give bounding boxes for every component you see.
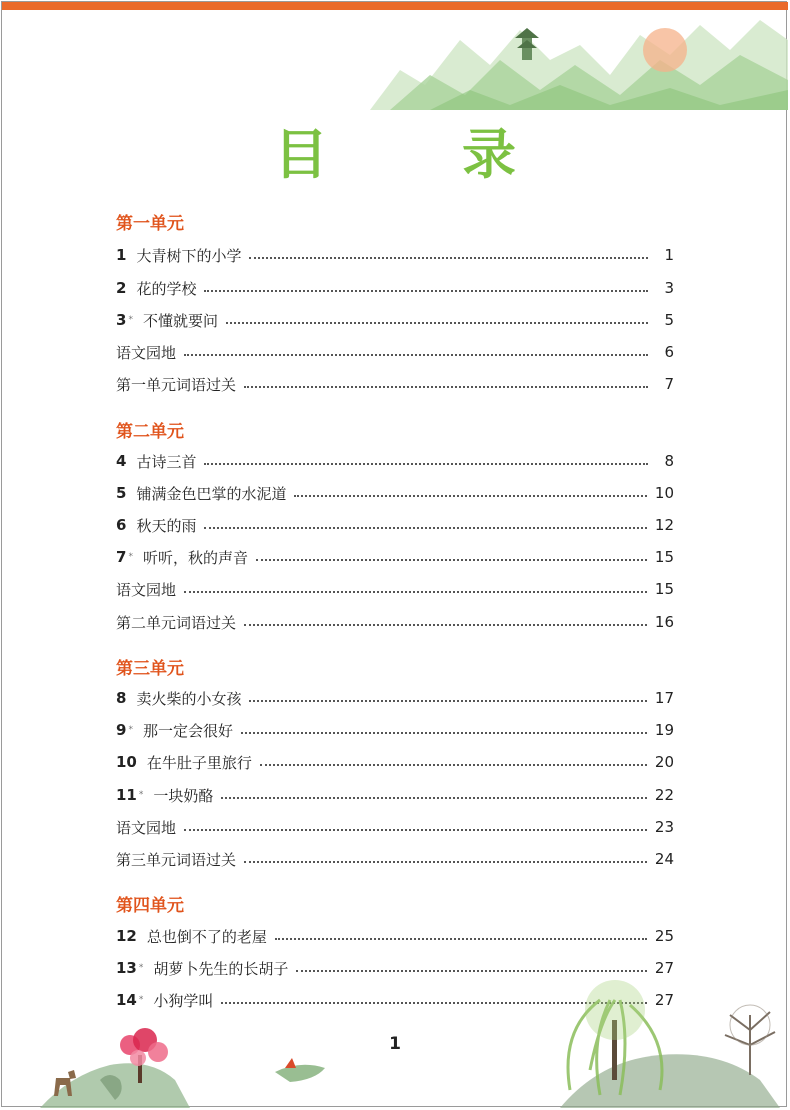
leader-dots bbox=[204, 463, 648, 465]
lesson-title: 小狗学叫 bbox=[153, 991, 214, 1010]
leader-dots bbox=[256, 559, 647, 561]
toc-entry[interactable] bbox=[116, 340, 674, 364]
lesson-title: 语文园地 bbox=[116, 818, 177, 837]
toc-entry[interactable] bbox=[116, 449, 674, 473]
leader-dots bbox=[226, 322, 648, 324]
unit-heading: 第二单元 bbox=[116, 422, 184, 442]
lesson-title: 大青树下的小学 bbox=[136, 246, 242, 265]
optional-mark: * bbox=[138, 790, 144, 800]
lesson-title: 一块奶酪 bbox=[153, 786, 214, 805]
leader-dots bbox=[184, 591, 647, 593]
leader-dots bbox=[221, 1002, 647, 1004]
lesson-title: 第一单元词语过关 bbox=[116, 375, 237, 394]
toc-entry[interactable] bbox=[116, 577, 674, 601]
page-ref: 17 bbox=[654, 689, 674, 707]
leader-dots bbox=[184, 829, 647, 831]
lesson-title: 那一定会很好 bbox=[142, 721, 233, 740]
lesson-title: 总也倒不了的老屋 bbox=[146, 927, 267, 946]
page-ref: 20 bbox=[654, 753, 674, 771]
page-ref: 15 bbox=[654, 548, 674, 566]
lesson-title: 语文园地 bbox=[116, 580, 177, 599]
leader-dots bbox=[244, 624, 647, 626]
lesson-title: 第三单元词语过关 bbox=[116, 850, 237, 869]
unit-heading: 第一单元 bbox=[116, 214, 184, 234]
page-ref: 19 bbox=[654, 721, 674, 739]
page-ref: 24 bbox=[654, 850, 674, 868]
lesson-title: 秋天的雨 bbox=[136, 516, 197, 535]
page-ref: 6 bbox=[664, 343, 674, 361]
page-ref: 5 bbox=[664, 311, 674, 329]
lesson-number: 11 bbox=[116, 786, 137, 804]
lesson-title: 不懂就要问 bbox=[142, 311, 218, 330]
leader-dots bbox=[204, 290, 648, 292]
lesson-title: 古诗三首 bbox=[136, 452, 197, 471]
toc-entry[interactable] bbox=[116, 847, 674, 871]
lesson-title: 铺满金色巴掌的水泥道 bbox=[136, 484, 287, 503]
optional-mark: * bbox=[128, 552, 133, 562]
toc-entry[interactable] bbox=[116, 513, 674, 537]
page-ref: 1 bbox=[664, 246, 674, 264]
page-ref: 27 bbox=[654, 959, 674, 977]
leader-dots bbox=[260, 764, 647, 766]
lesson-number: 7 bbox=[116, 548, 127, 566]
page-ref: 22 bbox=[654, 786, 674, 804]
toc-entry[interactable] bbox=[116, 481, 674, 505]
toc-entry[interactable] bbox=[116, 276, 674, 300]
leader-dots bbox=[244, 861, 647, 863]
leader-dots bbox=[204, 527, 646, 529]
leader-dots bbox=[296, 970, 647, 972]
page-ref: 27 bbox=[654, 991, 674, 1009]
page-ref: 23 bbox=[654, 818, 674, 836]
leader-dots bbox=[244, 386, 648, 388]
leader-dots bbox=[294, 495, 646, 497]
lesson-number: 2 bbox=[116, 279, 127, 297]
toc-entry[interactable] bbox=[116, 243, 674, 267]
leader-dots bbox=[249, 700, 646, 702]
page-number: 1 bbox=[389, 1034, 401, 1054]
toc-entry[interactable] bbox=[116, 783, 674, 807]
page-ref: 7 bbox=[664, 375, 674, 393]
lesson-number: 5 bbox=[116, 484, 127, 502]
toc-entry[interactable] bbox=[116, 815, 674, 839]
unit-heading: 第三单元 bbox=[116, 659, 184, 679]
toc-entry[interactable] bbox=[116, 956, 674, 980]
leader-dots bbox=[249, 257, 648, 259]
mountain-landscape-illustration bbox=[370, 10, 788, 110]
lesson-number: 8 bbox=[116, 689, 127, 707]
optional-mark: * bbox=[128, 315, 133, 325]
toc-entry[interactable] bbox=[116, 610, 674, 634]
leader-dots bbox=[221, 797, 647, 799]
lesson-number: 12 bbox=[116, 927, 137, 945]
toc-entry[interactable] bbox=[116, 686, 674, 710]
page-title: 目 录 bbox=[274, 123, 556, 186]
lesson-number: 3 bbox=[116, 311, 127, 329]
lesson-number: 14 bbox=[116, 991, 137, 1009]
unit-heading: 第四单元 bbox=[116, 896, 184, 916]
lesson-title: 语文园地 bbox=[116, 343, 177, 362]
lesson-number: 9 bbox=[116, 721, 127, 739]
page-ref: 10 bbox=[654, 484, 674, 502]
lesson-number: 13 bbox=[116, 959, 137, 977]
page-ref: 25 bbox=[654, 927, 674, 945]
optional-mark: * bbox=[138, 995, 144, 1005]
page-ref: 8 bbox=[664, 452, 674, 470]
leader-dots bbox=[184, 354, 648, 356]
lesson-title: 在牛肚子里旅行 bbox=[146, 753, 252, 772]
toc-entry[interactable] bbox=[116, 750, 674, 774]
lesson-number: 10 bbox=[116, 753, 137, 771]
lesson-title: 胡萝卜先生的长胡子 bbox=[153, 959, 289, 978]
page-ref: 16 bbox=[654, 613, 674, 631]
optional-mark: * bbox=[138, 963, 144, 973]
toc-entry[interactable] bbox=[116, 718, 674, 742]
toc-entry[interactable] bbox=[116, 924, 674, 948]
toc-entry[interactable] bbox=[116, 372, 674, 396]
top-accent-bar bbox=[2, 2, 788, 10]
optional-mark: * bbox=[128, 725, 133, 735]
page-ref: 3 bbox=[664, 279, 674, 297]
page-ref: 12 bbox=[654, 516, 674, 534]
toc-entry[interactable] bbox=[116, 988, 674, 1012]
leader-dots bbox=[241, 732, 647, 734]
lesson-title: 花的学校 bbox=[136, 279, 197, 298]
lesson-title: 听听，秋的声音 bbox=[142, 548, 248, 567]
lesson-title: 卖火柴的小女孩 bbox=[136, 689, 242, 708]
lesson-number: 6 bbox=[116, 516, 127, 534]
toc-entry[interactable] bbox=[116, 545, 674, 569]
toc-entry[interactable] bbox=[116, 308, 674, 332]
lesson-number: 1 bbox=[116, 246, 127, 264]
leader-dots bbox=[275, 938, 647, 940]
lesson-number: 4 bbox=[116, 452, 127, 470]
lesson-title: 第二单元词语过关 bbox=[116, 613, 237, 632]
page-ref: 15 bbox=[654, 580, 674, 598]
